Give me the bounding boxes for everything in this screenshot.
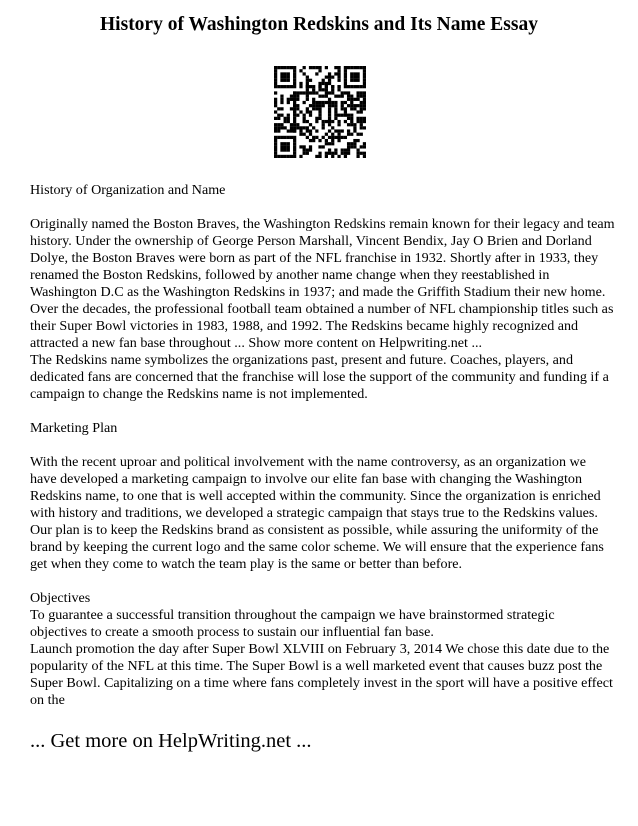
document-title: History of Washington Redskins and Its Name Essay xyxy=(100,14,538,35)
get-more-link[interactable]: ... Get more on HelpWriting.net ... xyxy=(30,730,312,752)
body-paragraph: To guarantee a successful transition throughout the campaign we have brainstormed strategic objectives to create a smooth process to sustain our influential fan base. xyxy=(30,607,555,640)
section-heading: Objectives xyxy=(30,590,91,606)
body-paragraph: Originally named the Boston Braves, the Washington Redskins remain known for their legacy and team history. Under the ownership of George Person Marshall, Vincent Bendix, Jay O Brien and Dorland Dolye, the Boston Braves were born as part of the NFL franchise in 1932. Shortly after in 1933, they renamed the Boston Redskins, followed by another name change when they reestablished in Washington D.C as the Washington Redskins in 1937; and made the Griffith Stadium their new home. xyxy=(30,216,615,300)
body-paragraph: Launch promotion the day after Super Bowl XLVIII on February 3, 2014 We chose this date due to the popularity of the NFL at this time. The Super Bowl is a well marketed event that causes buzz post the Super Bowl. Capitalizing on a time where fans completely invest in the sport will have a positive effect on the xyxy=(30,641,613,708)
section-heading: Marketing Plan xyxy=(30,420,118,436)
body-paragraph: With the recent uproar and political involvement with the name controversy, as an organization we have developed a marketing campaign to involve our elite fan base with changing the Washington Redskins name, to one that is well accepted within the community. Since the organization is enriched with history and traditions, we developed a strategic campaign that stays true to the Redskins values. Our plan is to keep the Redskins brand as consistent as possible, while assuring the uniformity of the brand by keeping the current logo and the same color scheme. We will ensure that the experience fans get when they come to watch the team play is the same or better than before. xyxy=(30,454,604,572)
qr-code-icon xyxy=(274,66,366,158)
body-paragraph: Over the decades, the professional football team obtained a number of NFL championship titles such as their Super Bowl victories in 1983, 1988, and 1992. The Redskins became highly recognized and attracted a new fan base throughout ... Show more content on Helpwriting.net ... xyxy=(30,301,614,351)
qr-code-image xyxy=(274,66,366,158)
essay-body xyxy=(30,182,615,709)
body-paragraph: The Redskins name symbolizes the organizations past, present and future. Coaches, players, and dedicated fans are concerned that the franchise will lose the support of the community and funding if a campaign to change the Redskins name is not implemented. xyxy=(30,352,609,402)
section-heading: History of Organization and Name xyxy=(30,182,226,198)
